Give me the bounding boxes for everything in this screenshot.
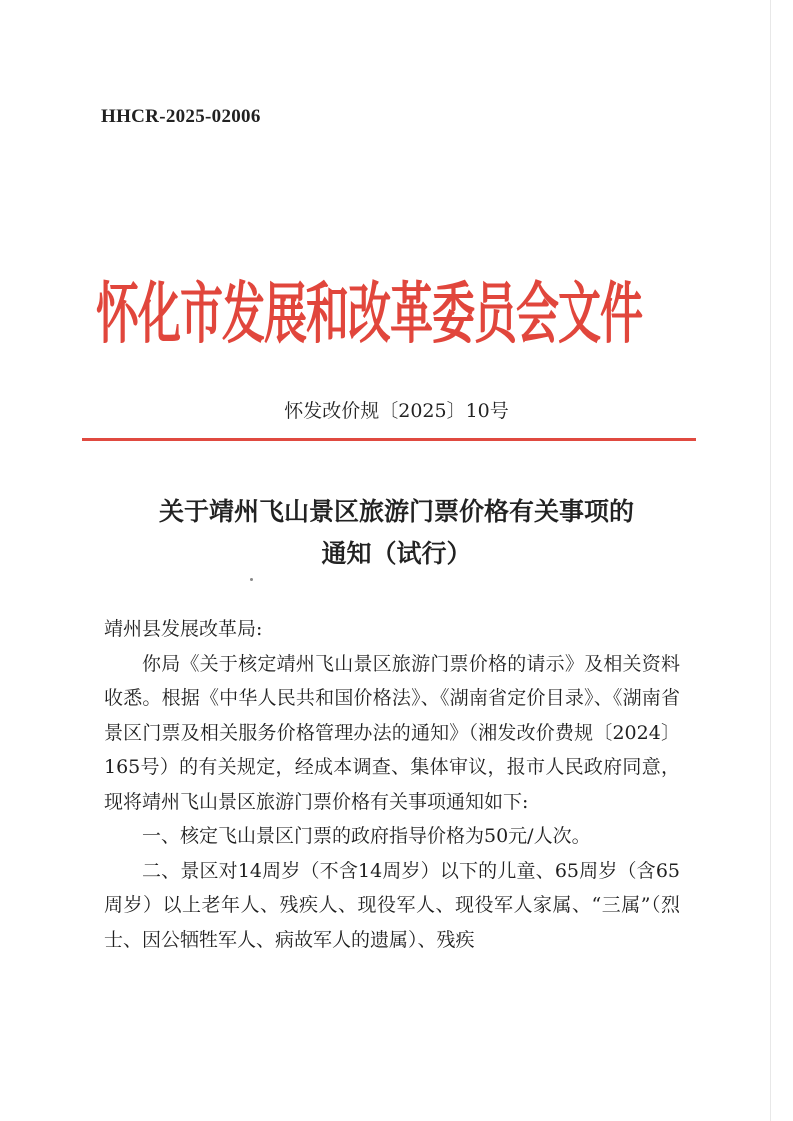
title-line-2: 通知（试行） [321, 539, 472, 568]
scan-edge-line [770, 0, 771, 1121]
document-code: HHCR-2025-02006 [101, 106, 261, 127]
scan-speck [250, 578, 253, 581]
issuer-header: 怀化市发展和改革委员会文件 [96, 275, 642, 354]
document-title [0, 491, 793, 575]
addressee: 靖州县发展改革局: [104, 618, 263, 640]
red-separator-line [82, 438, 696, 441]
document-body [104, 612, 680, 957]
body-paragraph: 一、核定飞山景区门票的政府指导价格为50元/人次。 [142, 825, 591, 847]
body-paragraph: 你局《关于核定靖州飞山景区旅游门票价格的请示》及相关资料收悉。根据《中华人民共和国价格法》、《湖南省定价目录》、《湖南省景区门票及相关服务价格管理办法的通知》（湘发改价费规〔2024〕165号）的有关规定，经成本调查、集体审议，报市人民政府同意，现将靖州飞山景区旅游门票价格有关事项通知如下: [104, 652, 680, 813]
title-line-1: 关于靖州飞山景区旅游门票价格有关事项的 [158, 497, 634, 526]
document-number: 怀发改价规〔2025〕10号 [284, 400, 509, 422]
body-paragraph: 二、景区对14周岁（不含14周岁）以下的儿童、65周岁（含65周岁）以上老年人、残疾人、现役军人、现役军人家属、“三属”（烈士、因公牺牲军人、病故军人的遗属）、残疾 [104, 859, 680, 951]
